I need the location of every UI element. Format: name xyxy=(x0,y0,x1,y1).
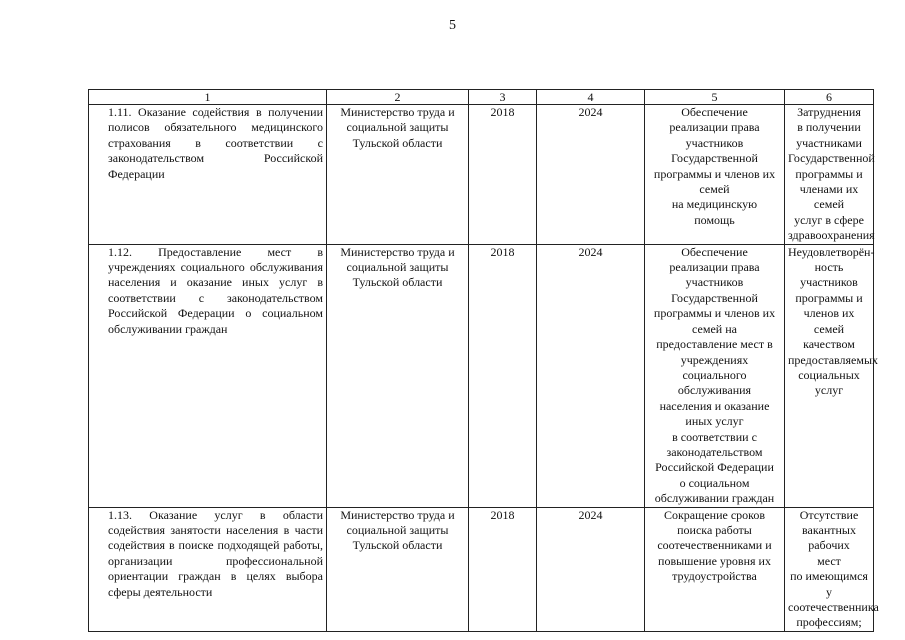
start-year: 2018 xyxy=(469,105,537,245)
consequence-line: программы и xyxy=(795,166,863,181)
responsible-executor: Министерство труда и социальной защиты Тульской области xyxy=(327,105,469,245)
result-line: семей xyxy=(699,182,730,197)
page-number: 5 xyxy=(449,18,456,33)
column-header: 3 xyxy=(469,90,537,105)
result-line: программы и членов их xyxy=(653,166,776,181)
measure-text: 1.13. Оказание услуг в области содействия занятости населения в части содействия в поиске подходящей работы, организации профессиональной ориентации граждан в целях выбора сферы деятельности xyxy=(108,507,323,599)
consequences xyxy=(785,244,879,507)
responsible-executor: Министерство труда и социальной защиты Тульской области xyxy=(327,507,469,631)
responsible-executor: Министерство труда и социальной защиты Тульской области xyxy=(327,244,469,507)
consequence-line: профессиям; xyxy=(796,615,862,630)
result-line: иных услуг xyxy=(685,414,744,429)
result-line: на медицинскую xyxy=(671,197,758,212)
end-year: 2024 xyxy=(537,507,645,631)
result-line: предоставление мест в xyxy=(656,337,773,352)
start-year: 2018 xyxy=(469,244,537,507)
result-line: Государственной xyxy=(671,290,758,305)
expected-result xyxy=(645,105,785,245)
consequence-line: соотечественника xyxy=(788,600,879,614)
result-line: помощь xyxy=(694,212,735,227)
column-header: 5 xyxy=(645,90,785,105)
consequence-line: мест xyxy=(817,553,841,568)
measure-text: 1.11. Оказание содействия в получении полисов обязательного медицинского страхования в соответствии с законодательством Российской Федерации xyxy=(108,105,323,181)
result-line: законодательством xyxy=(666,444,763,459)
result-line: учреждениях xyxy=(680,352,749,367)
table-row xyxy=(89,105,874,245)
measure-description xyxy=(89,507,327,631)
consequence-line: членами их семей xyxy=(799,182,859,212)
consequence-line: программы и xyxy=(795,290,863,305)
end-year: 2024 xyxy=(537,105,645,245)
result-line: участников xyxy=(685,275,744,290)
measure-text: 1.12. Предоставление мест в учреждениях социального обслуживания населения и оказание иных услуг в соответствии с законодательством Российской Федерации о социальном обслуживании граждан xyxy=(108,244,323,336)
expected-result xyxy=(645,507,785,631)
result-line: в соответствии с xyxy=(672,429,757,444)
measure-description xyxy=(89,244,327,507)
result-line: Сокращение сроков xyxy=(663,507,766,522)
expected-result xyxy=(645,244,785,507)
consequence-line: Отсутствие xyxy=(799,507,859,522)
consequence-line: членов их семей xyxy=(803,306,855,336)
consequence-line: вакантных рабочих xyxy=(802,522,856,553)
consequences xyxy=(785,105,874,245)
consequence-line: услуг в сфере xyxy=(794,212,864,227)
consequence-line: предоставляемых xyxy=(788,352,879,367)
result-line: семей на xyxy=(692,321,737,336)
result-line: участников xyxy=(685,135,744,150)
table-row xyxy=(89,507,874,631)
start-year: 2018 xyxy=(469,507,537,631)
result-line: обслуживания xyxy=(677,383,752,398)
measures-table xyxy=(88,89,879,632)
consequence-line: Неудовлетворён- xyxy=(788,244,875,259)
consequence-line: ность участников xyxy=(800,260,858,290)
result-line: социального xyxy=(682,367,747,382)
result-line: Обеспечение xyxy=(681,105,748,119)
column-header: 1 xyxy=(89,90,327,105)
result-line: программы и членов их xyxy=(653,306,776,321)
consequence-line: Затруднения xyxy=(797,105,861,119)
result-line: реализации права xyxy=(669,120,760,135)
result-line: реализации права xyxy=(669,260,760,275)
consequence-line: Государственной xyxy=(788,151,875,166)
result-line: населения и оказание xyxy=(659,398,770,413)
consequence-line: здравоохранения xyxy=(788,228,875,243)
result-line: Обеспечение xyxy=(681,244,748,259)
consequence-line: в получении xyxy=(797,120,861,135)
measure-description xyxy=(89,105,327,245)
consequence-line: социальных услуг xyxy=(798,367,860,398)
table-row xyxy=(89,244,874,507)
consequence-line: по имеющимся у xyxy=(790,569,868,599)
column-header: 4 xyxy=(537,90,645,105)
consequence-line: качеством xyxy=(803,337,855,352)
result-line: о социальном xyxy=(679,475,750,490)
consequences xyxy=(785,507,879,631)
result-line: Российской Федерации xyxy=(655,460,774,475)
column-header: 2 xyxy=(327,90,469,105)
result-line: Государственной xyxy=(671,151,758,166)
column-header: 6 xyxy=(785,90,874,105)
result-line: повышение уровня их xyxy=(658,553,771,568)
end-year: 2024 xyxy=(537,244,645,507)
consequence-line: участниками xyxy=(796,135,862,150)
result-line: соотечественниками и xyxy=(657,538,772,553)
result-line: трудоустройства xyxy=(672,569,757,584)
result-line: поиска работы xyxy=(677,522,752,537)
result-line: обслуживании граждан xyxy=(654,491,775,506)
table-header-row xyxy=(89,90,874,105)
